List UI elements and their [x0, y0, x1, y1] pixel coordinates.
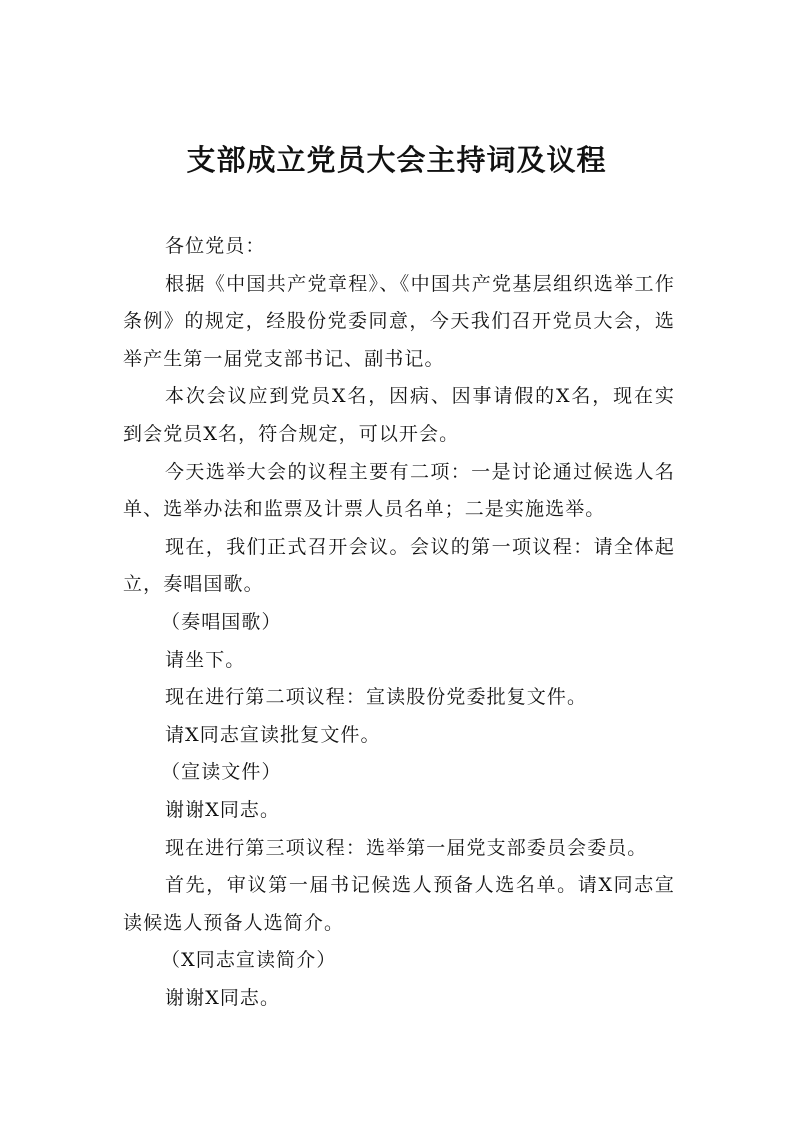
paragraph-sit-down: 请坐下。	[165, 648, 246, 671]
paragraph-stage-note: （宣读文件）	[161, 761, 282, 784]
paragraph-agenda-item-2: 现在进行第二项议程：宣读股份党委批复文件。	[165, 686, 588, 709]
paragraph-attendance: 本次会议应到党员X名，因病、因事请假的X名，现在实到会党员X名，符合规定，可以开会。	[123, 385, 675, 445]
paragraph-agenda: 今天选举大会的议程主要有二项：一是讨论通过候选人名单、选举办法和监票及计票人员名单；二是实施选举。	[123, 460, 675, 521]
paragraph-thanks: 谢谢X同志。	[165, 798, 281, 821]
paragraph-stage-note: （奏唱国歌）	[161, 610, 282, 633]
document-body	[123, 228, 675, 1017]
paragraph-salutation: 各位党员：	[165, 235, 266, 257]
paragraph-read-request: 请X同志宣读批复文件。	[165, 723, 381, 746]
paragraph-agenda-item-1: 现在，我们正式召开会议。会议的第一项议程：请全体起立，奏唱国歌。	[123, 535, 675, 596]
paragraph-basis: 根据《中国共产党章程》、《中国共产党基层组织选举工作条例》的规定，经股份党委同意，今天我们召开党员大会，选举产生第一届党支部书记、副书记。	[123, 272, 675, 370]
paragraph-agenda-item-3: 现在进行第三项议程：选举第一届党支部委员会委员。	[165, 836, 648, 859]
paragraph-stage-note: （X同志宣读简介）	[161, 949, 337, 972]
document-title: 支部成立党员大会主持词及议程	[186, 143, 607, 177]
paragraph-review-candidates: 首先，审议第一届书记候选人预备人选名单。请X同志宣读候选人预备人选简介。	[123, 874, 675, 934]
paragraph-thanks: 谢谢X同志。	[165, 986, 281, 1009]
